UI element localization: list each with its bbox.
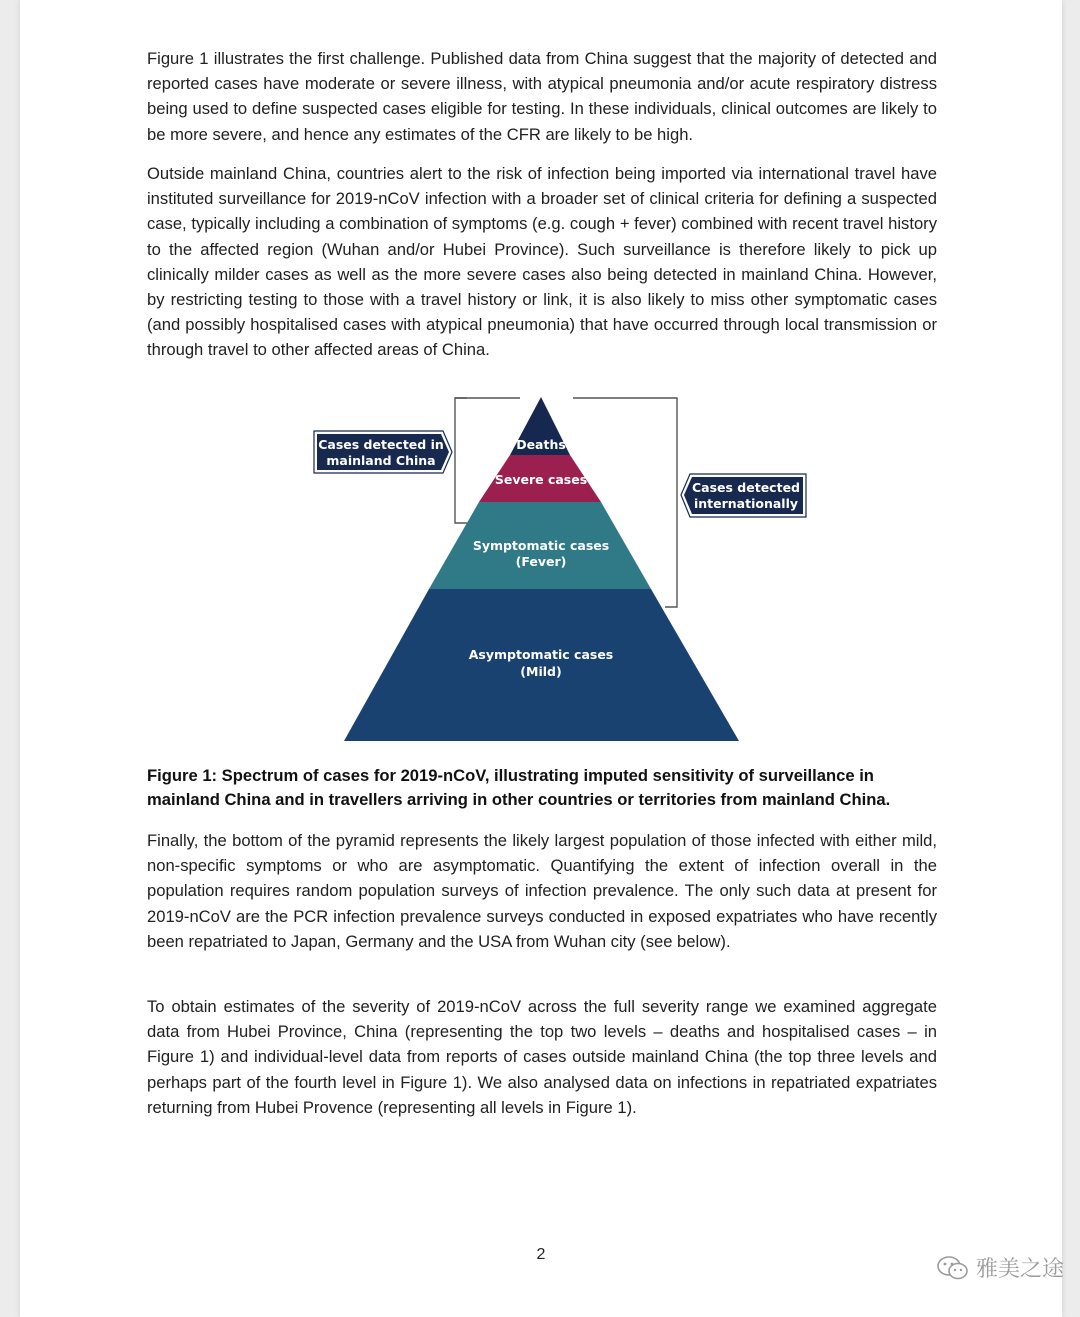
figure-caption: Figure 1: Spectrum of cases for 2019-nCoV, illustrating imputed sensitivity of surveillance in mainland China and in travellers arriving in other countries or territories from mainland China. <box>147 766 891 809</box>
paragraph-figure-1-intro: Figure 1 illustrates the first challenge. Published data from China suggest that the majority of detected and reported cases have moderate or severe illness, with atypical pneumonia and/or acute respiratory distress being used to define suspected cases eligible for testing. In these individuals, clinical outcomes are likely to be more severe, and hence any estimates of the CFR are likely to be high. <box>147 49 937 144</box>
wechat-icon <box>936 1255 970 1281</box>
label-asymptomatic-mild: (Mild) <box>520 664 562 679</box>
paragraph-outside-china: Outside mainland China, countries alert to the risk of infection being imported via international travel have instituted surveillance for 2019-nCoV infection with a broader set of clinical criteria for defining a suspected case, typically including a combination of symptoms (e.g. cough + fever) combined with recent travel history to the affected region (Wuhan and/or Hubei Province). Such surveillance is therefore likely to pick up clinically milder cases as well as the more severe cases also being detected in mainland China. However, by restricting testing to those with a travel history or link, it is also likely to miss other symptomatic cases (and possibly hospitalised cases with atypical pneumonia) that have occurred through local transmission or through travel to other affected areas of China. <box>147 164 937 360</box>
callout-china-line2: mainland China <box>326 453 436 468</box>
document-page <box>20 0 1062 1317</box>
callout-china-line1: Cases detected in <box>318 437 444 452</box>
paragraph-pyramid-bottom: Finally, the bottom of the pyramid represents the likely largest population of those infected with either mild, non-specific symptoms or who are asymptomatic. Quantifying the extent of infection overall in the population requires random population surveys of infection prevalence. The only such data at present for 2019-nCoV are the PCR infection prevalence surveys conducted in exposed expatriates who have recently been repatriated to Japan, Germany and the USA from Wuhan city (see below). <box>147 831 937 951</box>
callout-intl-line2: internationally <box>693 496 799 511</box>
watermark-text: 雅美之途 <box>975 1257 1064 1282</box>
label-asymptomatic-cases: Asymptomatic cases <box>468 647 614 662</box>
label-symptomatic-fever: (Fever) <box>515 554 567 569</box>
paragraph-severity-estimates: To obtain estimates of the severity of 2019-nCoV across the full severity range we examined aggregate data from Hubei Province, China (representing the top two levels – deaths and hospitalised cases – in Figure 1) and individual-level data from reports of cases outside mainland China (the top three levels and perhaps part of the fourth level in Figure 1). We also analysed data on infections in repatriated expatriates returning from Hubei Provence (representing all levels in Figure 1). <box>147 997 937 1117</box>
label-symptomatic-cases: Symptomatic cases <box>472 538 610 553</box>
page-number: 2 <box>536 1246 546 1263</box>
watermark <box>936 1252 1064 1283</box>
callout-intl-line1: Cases detected <box>691 480 801 495</box>
china-bracket <box>455 398 467 523</box>
label-severe-cases: Severe cases <box>494 472 588 487</box>
surveillance-pyramid-figure <box>20 0 1062 760</box>
label-deaths: Deaths <box>516 437 566 452</box>
